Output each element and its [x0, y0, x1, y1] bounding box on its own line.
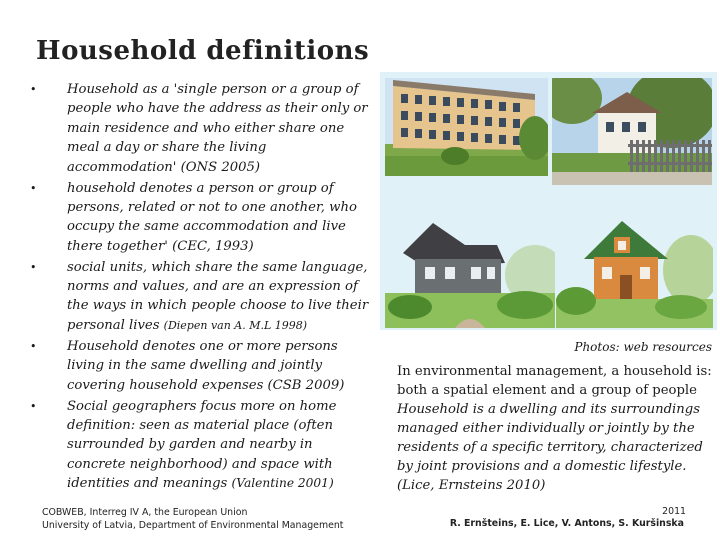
env-intro-line: In environmental management, a household is: — [397, 364, 712, 379]
photo-caption: Photos: web resources — [574, 340, 712, 354]
definition-text: Household as a 'single person or a group of people who have the address as their only or main residence and who either share one meal a day or share the living accommodation' (ONS 2005) — [67, 82, 368, 175]
definition-citation: (Diepen van A. M.L 1998) — [163, 318, 308, 332]
definition-text: social units, which share the same language, norms and values, and are an expression of the ways in which people choose to live their personal lives — [67, 259, 369, 333]
houses-with-fence-photo — [552, 78, 712, 185]
definition-text: Social geographers focus more on home definition: seen as material place (often surrounded by garden and nearby in concrete neighborhood) and space with identities and meanings — [67, 398, 337, 492]
footer-authors: R. Ernšteins, E. Lice, V. Antons, S. Kuršinska — [449, 518, 684, 529]
footer-university: University of Latvia, Department of Environmental Management — [42, 520, 344, 531]
definition-item — [30, 179, 375, 257]
definition-list — [30, 80, 375, 495]
definition-citation: (Valentine 2001) — [231, 476, 334, 491]
env-definition-text: Household is a dwelling and its surroundings managed either individually or jointly by the residents of a specific territory, characterized by joint provisions and a domestic lifestyle. (Lice, Ernsteins 2010) — [397, 402, 703, 493]
environmental-definition — [397, 362, 719, 495]
definition-text: Household denotes one or more persons living in the same dwelling and jointly covering household expenses (CSB 2009) — [67, 338, 345, 393]
photo-panel — [380, 72, 717, 330]
definition-item — [30, 337, 375, 395]
bullet-icon: • — [30, 339, 37, 353]
definition-item — [30, 258, 375, 336]
footer-year: 2011 — [662, 506, 686, 517]
definition-item — [30, 80, 375, 177]
gray-wooden-house-photo — [385, 215, 555, 328]
apartment-building-photo — [385, 78, 548, 176]
slide-title: Household definitions — [36, 36, 370, 66]
bullet-icon: • — [30, 399, 37, 413]
orange-wooden-house-photo — [556, 215, 713, 328]
bullet-icon: • — [30, 260, 37, 274]
bullet-icon: • — [30, 83, 37, 96]
bullet-icon: • — [30, 181, 37, 195]
definition-text: household denotes a person or group of persons, related or not to one another, who occupy the same accommodation and live there together' (CEC, 1993) — [67, 180, 357, 254]
footer-project: COBWEB, Interreg IV A, the European Union — [42, 507, 248, 518]
definition-item — [30, 397, 375, 494]
footer-left — [42, 506, 343, 532]
env-intro-line-2: both a spatial element and a group of people — [397, 383, 697, 398]
